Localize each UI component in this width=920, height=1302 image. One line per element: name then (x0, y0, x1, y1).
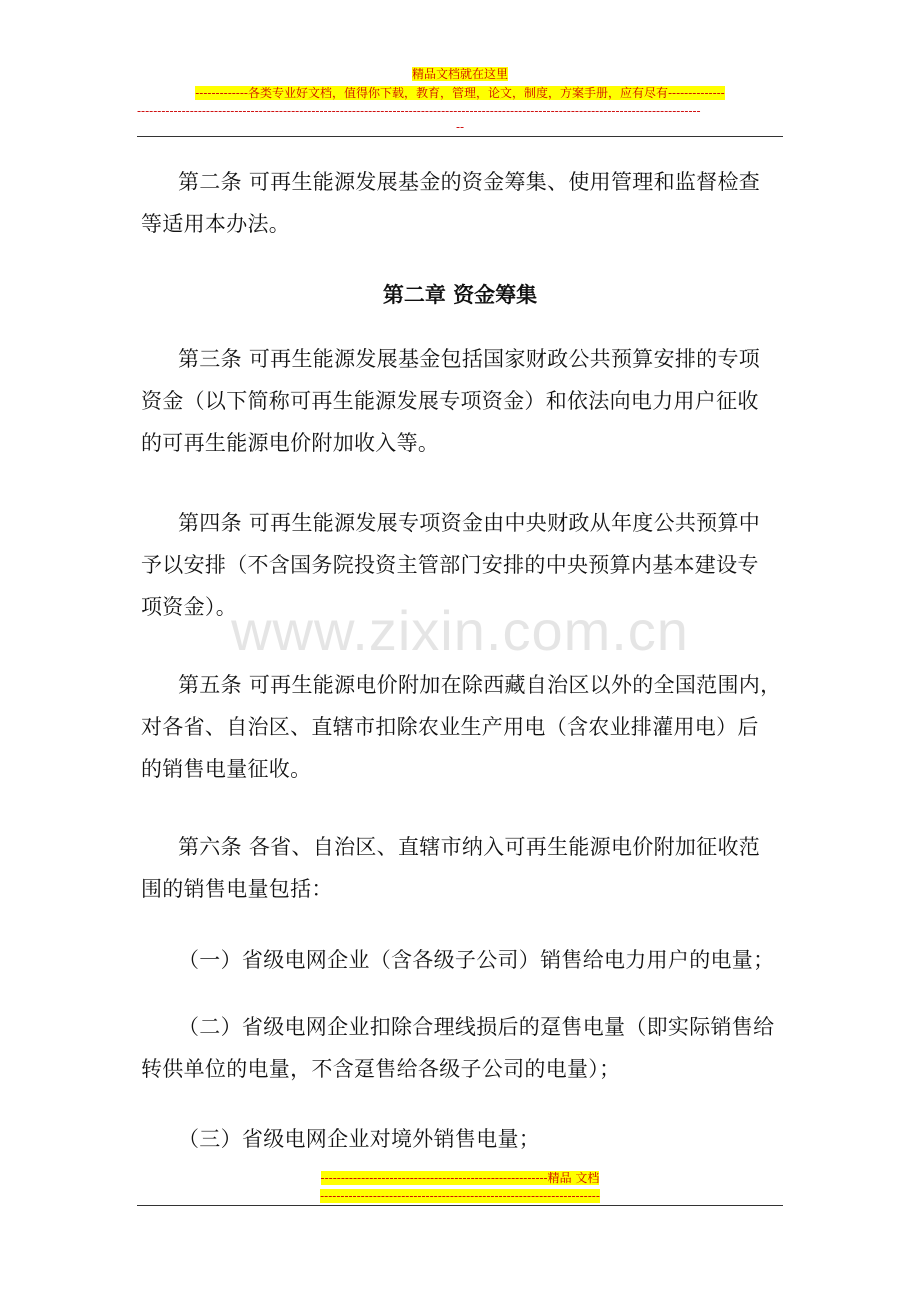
footer-rule (137, 1205, 783, 1206)
header-rule (137, 136, 783, 137)
header-title: 精品文档就在这里 (411, 67, 508, 81)
item-1-line: （一）省级电网企业（含各级子公司）销售给电力用户的电量； (178, 948, 775, 972)
header-dashes-tail: -- (455, 120, 465, 134)
item-1 (141, 939, 783, 981)
article-3-line: 资金（以下简称可再生能源发展专项资金）和依法向电力用户征收 (141, 389, 759, 413)
article-6 (141, 826, 783, 910)
watermark: www.zixin.com.cn (231, 599, 689, 662)
article-5-line: 的销售电量征收。 (141, 757, 312, 781)
header-tagline: -------------各类专业好文档，值得你下载，教育，管理，论文，制度，方案手册，应有尽有-------------- (195, 86, 725, 100)
article-2 (141, 161, 783, 245)
article-6-line: 第六条 各省、自治区、直辖市纳入可再生能源电价附加征收范 (178, 835, 761, 859)
article-3-line: 第三条 可再生能源发展基金包括国家财政公共预算安排的专项 (178, 347, 761, 371)
article-5-line: 第五条 可再生能源电价附加在除西藏自治区以外的全国范围内， (178, 673, 782, 697)
chapter-heading: 第二章 资金筹集 (382, 282, 538, 307)
article-3-line: 的可再生能源电价附加收入等。 (141, 431, 440, 455)
item-3-line: （三）省级电网企业对境外销售电量； (178, 1127, 541, 1151)
item-2 (141, 1006, 783, 1090)
item-2-line: （二）省级电网企业扣除合理线损后的趸售电量（即实际销售给 (178, 1015, 775, 1039)
item-3 (141, 1118, 783, 1160)
article-4-line: 第四条 可再生能源发展专项资金由中央财政从年度公共预算中 (178, 511, 761, 535)
article-4 (141, 502, 783, 628)
article-3 (141, 338, 783, 464)
footer-dashes: --------------------------------------------------------------------- (320, 1189, 600, 1203)
article-2-line: 等适用本办法。 (141, 212, 291, 236)
footer-label: --------------------------------------------------------精品 文档 (320, 1171, 600, 1185)
article-4-line: 项资金）。 (141, 595, 237, 619)
header-dashes: ------------------------------------------------------------------------------------------------------------------------------------------- (137, 104, 701, 118)
article-2-line: 第二条 可再生能源发展基金的资金筹集、使用管理和监督检查 (178, 170, 761, 194)
article-6-line: 围的销售电量包括： (141, 877, 333, 901)
article-5 (141, 664, 783, 790)
article-5-line: 对各省、自治区、直辖市扣除农业生产用电（含农业排灌用电）后 (141, 715, 759, 739)
article-4-line: 予以安排（不含国务院投资主管部门安排的中央预算内基本建设专 (141, 553, 759, 577)
item-2-line: 转供单位的电量，不含趸售给各级子公司的电量）； (141, 1057, 621, 1081)
